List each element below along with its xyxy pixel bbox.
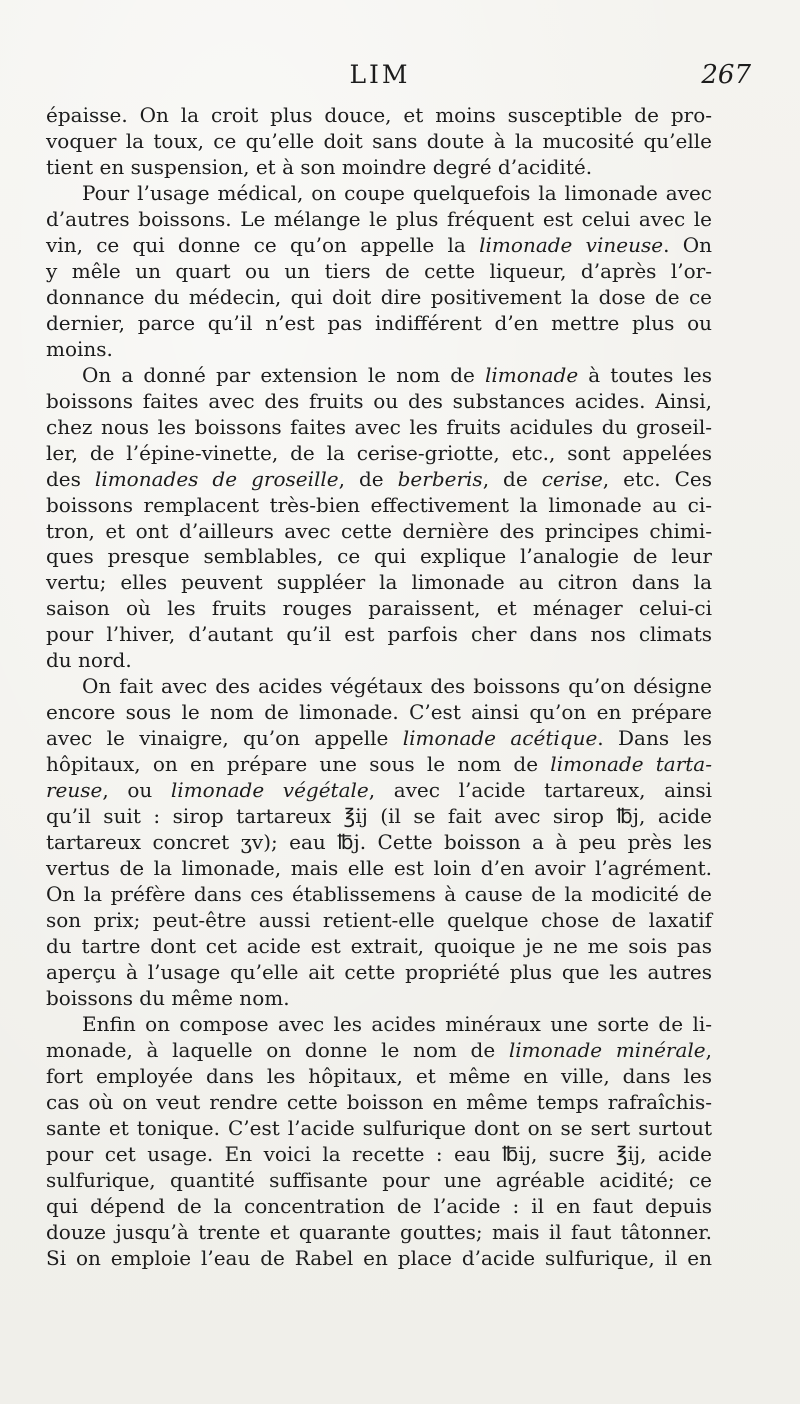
text-segment: , de xyxy=(338,466,398,491)
italic-term: limonade vineuse xyxy=(479,232,664,257)
text-line xyxy=(46,570,712,596)
text-segment: cas où on veut rendre cette boisson en même temps rafraîchis- xyxy=(46,1089,712,1114)
text-line xyxy=(46,181,712,207)
text-line xyxy=(46,960,712,986)
text-line xyxy=(46,311,712,337)
text-line xyxy=(46,155,712,181)
text-segment: . On xyxy=(663,232,713,257)
text-segment: ler, de l’épine-vinette, de la cerise-griotte, etc., sont appelées xyxy=(46,440,712,465)
text-line xyxy=(46,804,712,830)
text-line xyxy=(46,441,712,467)
text-line xyxy=(46,882,712,908)
text-segment: pour cet usage. En voici la recette : eau ℔ij, sucre ℥ij, acide xyxy=(46,1141,712,1166)
text-segment: voquer la toux, ce qu’elle doit sans doute à la mucosité qu’elle xyxy=(46,128,712,153)
text-segment: ques presque semblables, ce qui explique l’analogie de leur xyxy=(46,544,712,569)
text-segment: son prix; peut-être aussi retient-elle quelque chose de laxatif xyxy=(46,908,712,933)
text-line xyxy=(46,1012,712,1038)
text-line xyxy=(46,1194,712,1220)
text-segment: fort employée dans les hôpitaux, et même en ville, dans les xyxy=(46,1063,712,1088)
text-line xyxy=(46,700,712,726)
page-number: 267 xyxy=(701,60,751,90)
italic-term: limonade xyxy=(484,362,579,387)
text-line xyxy=(46,856,712,882)
text-line xyxy=(46,467,712,493)
running-head: LIM xyxy=(349,60,411,89)
text-line xyxy=(46,233,712,259)
italic-term: berberis xyxy=(397,466,483,491)
text-segment: , de xyxy=(482,466,542,491)
text-segment: tient en suspension, et à son moindre degré d’acidité. xyxy=(46,154,593,179)
text-segment: , avec l’acide tartareux, ainsi xyxy=(368,778,712,803)
text-segment: du nord. xyxy=(46,648,132,673)
text-segment: , etc. Ces xyxy=(602,466,713,491)
page-header xyxy=(45,58,751,98)
text-segment: qu’il suit : sirop tartareux ℥ij (il se fait avec sirop ℔j, acide xyxy=(46,804,712,829)
text-line xyxy=(46,544,712,570)
text-line xyxy=(46,415,712,441)
text-line xyxy=(46,622,712,648)
text-line xyxy=(46,830,712,856)
text-line xyxy=(46,1220,712,1246)
text-segment: On a donné par extension le nom de xyxy=(82,362,485,387)
text-segment: vin, ce qui donne ce qu’on appelle la xyxy=(46,232,480,257)
text-line xyxy=(46,103,712,129)
text-line xyxy=(46,934,712,960)
text-line xyxy=(46,752,712,778)
text-line xyxy=(46,285,712,311)
italic-term: limonade acétique xyxy=(402,726,598,751)
text-segment: chez nous les boissons faites avec les fruits acidules du groseil- xyxy=(46,414,712,439)
italic-term: reuse xyxy=(46,778,103,803)
text-segment: vertu; elles peuvent suppléer la limonade au citron dans la xyxy=(46,570,712,595)
text-segment: y mêle un quart ou un tiers de cette liqueur, d’après l’or- xyxy=(46,258,712,283)
text-segment: boissons du même nom. xyxy=(46,985,290,1010)
text-line xyxy=(46,1142,712,1168)
text-segment: des xyxy=(46,466,95,491)
text-line xyxy=(46,337,712,363)
text-segment: douze jusqu’à trente et quarante gouttes; mais il faut tâtonner. xyxy=(46,1219,712,1244)
text-segment: boissons remplacent très-bien effectivement la limonade au ci- xyxy=(46,492,712,517)
text-segment: vertus de la limonade, mais elle est loin d’en avoir l’agrément. xyxy=(46,856,712,881)
italic-term: limonade minérale xyxy=(508,1037,706,1062)
text-line xyxy=(46,674,712,700)
text-segment: , xyxy=(705,1037,712,1062)
text-line xyxy=(46,493,712,519)
text-segment: , ou xyxy=(102,778,171,803)
text-segment: Pour l’usage médical, on coupe quelquefois la limonade avec xyxy=(82,180,712,205)
text-segment: On fait avec des acides végétaux des boissons qu’on désigne xyxy=(82,674,712,699)
text-segment: Enfin on compose avec les acides minéraux une sorte de li- xyxy=(82,1011,712,1036)
text-line xyxy=(46,1038,712,1064)
text-segment: encore sous le nom de limonade. C’est ainsi qu’on en prépare xyxy=(46,700,712,725)
text-segment: monade, à laquelle on donne le nom de xyxy=(46,1037,509,1062)
text-line xyxy=(46,129,712,155)
text-line xyxy=(46,1168,712,1194)
text-line xyxy=(46,1116,712,1142)
text-segment: d’autres boissons. Le mélange le plus fréquent est celui avec le xyxy=(46,206,712,231)
text-segment: à toutes les xyxy=(578,362,712,387)
text-segment: du tartre dont cet acide est extrait, quoique je ne me sois pas xyxy=(46,934,712,958)
text-segment: boissons faites avec des fruits ou des substances acides. Ainsi, xyxy=(46,388,712,413)
text-line xyxy=(46,1246,712,1272)
italic-term: limonade végétale xyxy=(170,778,369,803)
italic-term: limonades de groseille xyxy=(94,466,339,491)
text-line xyxy=(46,1064,712,1090)
text-line xyxy=(46,519,712,545)
text-segment: moins. xyxy=(46,336,113,361)
text-line xyxy=(46,1090,712,1116)
text-segment: sulfurique, quantité suffisante pour une agréable acidité; ce xyxy=(46,1167,712,1192)
text-segment: On la préfère dans ces établissemens à cause de la modicité de xyxy=(46,882,712,907)
text-segment: pour l’hiver, d’autant qu’il est parfois cher dans nos climats xyxy=(46,622,712,647)
text-segment: tartareux concret ʒv); eau ℔j. Cette boisson a à peu près les xyxy=(46,830,712,855)
text-line xyxy=(46,389,712,415)
text-segment: Si on emploie l’eau de Rabel en place d’acide sulfurique, il en xyxy=(46,1245,712,1270)
text-line xyxy=(46,363,712,389)
text-segment: qui dépend de la concentration de l’acide : il en faut depuis xyxy=(46,1193,712,1218)
text-segment: saison où les fruits rouges paraissent, et ménager celui-ci xyxy=(46,596,712,621)
text-line xyxy=(46,986,712,1012)
text-line xyxy=(46,778,712,804)
text-segment: aperçu à l’usage qu’elle ait cette propriété plus que les autres xyxy=(46,959,712,984)
text-segment: dernier, parce qu’il n’est pas indifférent d’en mettre plus ou xyxy=(46,310,712,335)
text-segment: donnance du médecin, qui doit dire positivement la dose de ce xyxy=(46,284,712,309)
text-line xyxy=(46,596,712,622)
text-line xyxy=(46,259,712,285)
text-line xyxy=(46,648,712,674)
body-text xyxy=(46,103,712,1272)
text-segment: . Dans les xyxy=(597,726,712,751)
text-segment: tron, et ont d’ailleurs avec cette dernière des principes chimi- xyxy=(46,518,712,543)
italic-term: limonade tarta- xyxy=(550,752,712,777)
italic-term: cerise xyxy=(541,466,603,491)
text-segment: hôpitaux, on en prépare une sous le nom de xyxy=(46,752,551,777)
text-line xyxy=(46,726,712,752)
text-segment: épaisse. On la croit plus douce, et moins susceptible de pro- xyxy=(46,103,712,127)
text-segment: sante et tonique. C’est l’acide sulfurique dont on se sert surtout xyxy=(46,1115,712,1140)
text-segment: avec le vinaigre, qu’on appelle xyxy=(46,726,403,751)
text-line xyxy=(46,908,712,934)
text-line xyxy=(46,207,712,233)
